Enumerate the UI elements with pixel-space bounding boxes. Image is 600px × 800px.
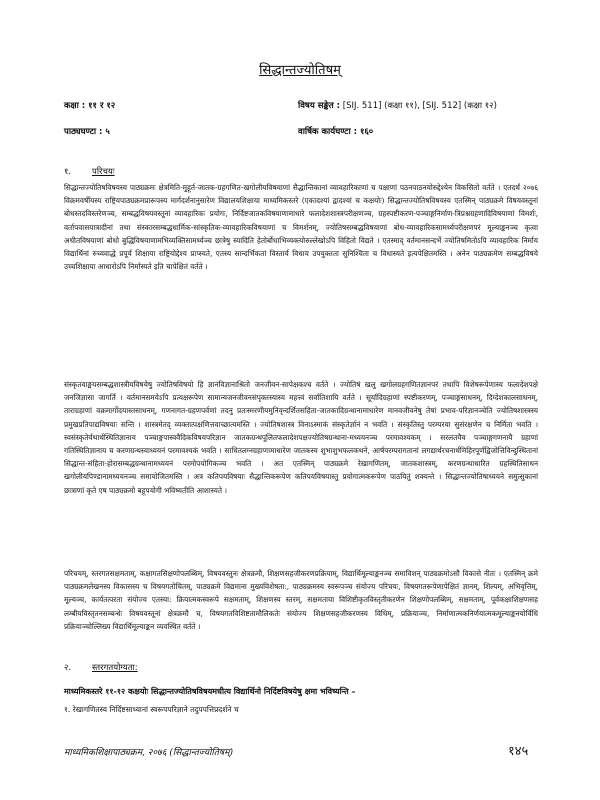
section1-paragraph-1: सिद्धान्तज्योतिषविषयस्य पाठ्यक्रमः क्षेत्रमिति-मुहूर्त-जातक-ग्रहगणित-खगोलीयविषयाणां सैद्धान्तिकानां व्यावहारिकाणां च पक्षाणां पठनपाठनयोरुद्देश्येन विकसितो वर्तते । एतदर्थं २०७६ विक्रमवर्षीयस्य राष्ट्रियपाठ्यक्रमप्रारूपस्य मार्गदर्शनानुसारेण विद्यालयशिक्षाया माध्यमिकस्तरे (एकादश्यां द्वादश्यां च कक्षयोः) सिद्धान्तज्योतिषविषयस्य एतस्मिन् पाठ्यक्रमे विषयवस्तूनां बोधस्तदविस्तरेणञ्च, सम्बद्धविषयवस्तूनां व्यावहारिकः प्रयोगः, निर्दिष्टजातकविषयाणामाधारे फलादेशशास्त्रपरीक्षणञ्च, ग्रहस्पष्टीकरण-पञ्चाङ्गनिर्माण-त्रिप्रश्नग्रहणादिविषयाणां विमर्शः, वर्तापवासयात्रादीनां तथा संस्कारसम्बद्धधार्मिक-सांस्कृतिक-व्यावहारिकविषयाणां च विमर्शनम्, ज्योतिषसम्बद्धविषयाणां बोध-व्यावहारिकसामर्थ्यपरीक्षणपरं मूल्याङ्कनञ्च कृत्वा अधीतविषयाणां बोधो बुद्धिविषयाणामभिव्यक्तिसामर्थ्यञ्च छात्रेषु स्यादिति हेतोर्बोधाभिव्यक्त्योरुल्लेखोऽपि विहितो विद्यते । एतस्माद् वर्तमानसन्दर्भे ज्योतिषमितोऽपि व्यावहारिक निर्माय विद्यार्थिनां रुच्यवाद्धे प्रपूर्य शिक्षाया राष्ट्रियोद्देश्य प्राप्स्यते, एतस्य सान्दर्भिकतां विस्तार्य विधाय उपयुक्तता सुनिश्चिता च विधास्यते इत्यपेक्षितमस्ति । अनेन पाठ्यक्रमेण सम्बद्धविषये उच्चशिक्षाया आधारोऽपि निर्मास्यते इति चापेक्षितं वर्तते । [64, 183, 538, 272]
periods-text: पाठ्यघण्टा : ५ [64, 127, 110, 137]
section2-heading [64, 662, 138, 673]
subject-code [298, 100, 497, 111]
page-title: सिद्धान्तज्योतिषम् [259, 63, 341, 78]
annual-hours-text: वार्षिक कार्यघण्टा : १६० [298, 127, 374, 137]
section2-subheading: माध्यमिकस्तरे ११-१२ कक्षयोः सिद्धान्तज्योतिषविषयमधीत्य विद्यार्थिनो निर्दिष्टविषयेषु क्षमा भविष्यन्ति – [64, 687, 356, 696]
footer-title: माध्यमिकशिक्षापाठ्यक्रम, २०७६ (सिद्धान्तज्योतिषम्) [64, 748, 233, 758]
class-text: कक्षा : ११ र १२ [64, 101, 116, 111]
section1-number: १. [64, 167, 72, 177]
section1-title: परिचयः [92, 167, 115, 177]
class-label [64, 100, 115, 111]
subject-code-label: विषय सङ्केत : [298, 101, 341, 111]
section1-heading [64, 166, 115, 177]
section1-paragraph-3: परिचयम्, स्तरगतसक्षमताम्, कक्षागतसिक्षणोपलब्धिम्, विषयवस्तुनः क्षेत्रक्रमौ, शिक्षणसहजीकरणप्रक्रियाम्, विद्यार्थिमूल्याङ्कनञ्च समाविशन् पाठ्यक्रमोऽसौ विकासे नीतः । एतस्मिन् क्रमे पाठ्यक्रमलेखनस्य विकासस्य च विषयगतोचितम्, पाठ्यक्रमे विद्यमाना मुख्यविशेषता:, पाठ्यक्रमस्य स्वरूपञ्च संयोज्य परिचयः, विषयगतरूपेणापेक्षितं ज्ञानम्, शिल्पम्, अभिवृत्तिम्, मूल्यञ्च, कार्यतत्परता संयोज्य एतस्या: क्रियात्मकस्वरूपे सक्षमताम्, शिक्षणस्य स्तरम्, सक्षमताया विशिष्टीकृतविस्तृतीकरणेन शिक्षणोपलब्धिम्, सक्षमताम्, पूर्वकक्षाशिक्षणसह लम्बीयविस्तृतनसम्बन्धेः विषयवस्तूनां क्षेत्रक्रमौ च, विषयगतविशिष्टतामौलिकतेः संयोज्य शिक्षणसहजीकरणस्य विधिम्, प्रक्रियाञ्च, निर्माणात्मकनिर्णयात्मकमूल्याङ्कनयोर्विधि प्रक्रियाञ्चोल्लिख्य विद्यार्थिमूल्याङ्कन व्यवस्थित वर्तते । [64, 569, 538, 631]
section2-number: २. [64, 663, 72, 673]
periods-label [64, 126, 110, 137]
annual-hours-label [298, 126, 373, 137]
page-number: १४५ [508, 744, 529, 759]
section1-paragraph-2: संस्कृतवाङ्मयसम्बद्धशास्त्रीयविषयेषु ज्योतिषविषयो हि ज्ञानविज्ञानाश्रितो जनजीवन-सापेक्षकश्च वर्तते । ज्योतिषं खलु खगोलग्रहगणितज्ञानपरं तथापि विशेषरूपेणास्य फलादेशपक्षे जनजिज्ञासा जागर्ति । वर्तमानसमयेऽपि प्रत्यक्षरूपेण सामान्यजनजीवनसंपृक्तस्यास्य महत्त्वं सर्वातिशायि वर्तते । सूर्यादिग्रहाणां स्पष्टीकरणम्, पञ्चाङ्गसाधनम्, दिग्देशकालसाधनम्, ताराग्रहाणां वक्रमार्गोदयास्तसाधनम्, गणनागत-ग्रहणपर्वणां तदनु प्रतःस्मरणीयमुनिवृन्दर्शितसहिता-जातकादिग्रन्थानामाधारेण मानवजीवनेषु तेषां प्रभाव-परिज्ञानञ्चेति ज्योतिषशास्त्रस्य प्रमुखप्रतिपाद्यविषयाः सन्ति । शास्त्रमेतद् व्यक्तात्पक्षणित्तवाच्छात्यमस्ति । ज्योतिषशास्त्र विनाऽस्माकं संस्कृतेर्ज्ञानं न भवति । संस्कृतिस्तु परम्परया सुसंरक्षणेन च निर्मिता भवति । स्वसंस्कृतेर्यथार्थस्थितिज्ञानाय पञ्चाङ्गपास्ववैदिकविषयपरिज्ञान जातकग्रन्थपूलितफलादेशपक्षज्योतिषग्रन्थाना-मध्ययनञ्च परमावश्यकम् । सरलतयैव पञ्चाङ्गगणनायै ग्रहाणां गतिस्थितिज्ञानाय च करणग्रन्थस्याध्ययनं परमावश्यकं भवति । साधितलग्नग्रहाणामाधारेण जातकस्य शुभाशुभफलकथने, आर्षपरम्परागतानां लगद्यार्थरचनार्थमिहिरपूर्णद्विजोत्तिविन्दुस्थितानां सिद्धान्त-संहिता-होरासम्बद्धग्रन्थानामध्ययनं परमोपयोगिकञ्च भवति । अत एतस्मिन् पाठ्यक्रमे रेखागणितम्, जातकशास्त्रम्, करणग्रन्थाधारित ग्रहस्थितिसाधन खगोलीयपिण्डानामध्ययनञ्च समायोजितमस्ति । अत्र कतिपयविषयाः सैद्धान्तिकरूपेण कतिपयविषयास्तु प्रयोगात्मकरूपेण पाठयितुं शक्यन्ते । सिद्धान्तज्योतिषाध्ययने समुत्सुकानां छात्राणां कृते एष पाठ्यक्रमो बहूपयोगी भविष्यतीति आशास्यते । [64, 380, 538, 495]
list-item: १. रेखागणितस्य निर्दिष्टसाध्यानां स्वरूपपरिज्ञाने तदुपपत्तिप्रदर्शने च [64, 705, 239, 714]
section2-title: स्तरगतयोग्यता: [92, 663, 138, 673]
subject-code-value: [SIJ. 511] (कक्षा ११), [SIJ. 512] (कक्षा १२) [342, 101, 497, 111]
